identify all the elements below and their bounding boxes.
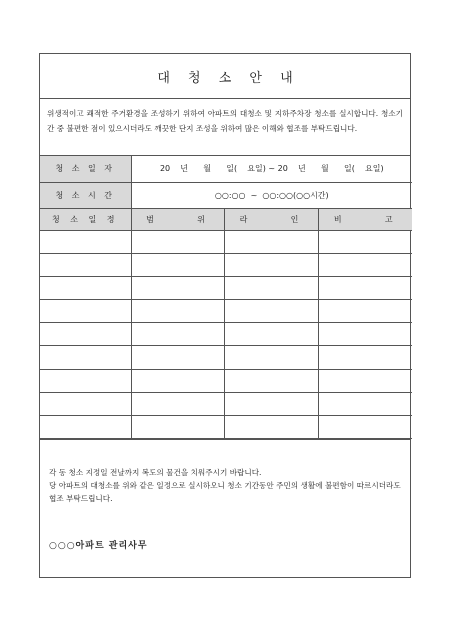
table-row [40, 276, 412, 299]
intro-paragraph: 위생적이고 쾌적한 주거환경을 조성하기 위하여 아파트의 대청소 및 지하주차장 청소를 실시합니다. 청소기간 중 불편한 점이 있으시더라도 깨끗한 단지 조성을 위하여 많은 이해와 협조를 부탁드립니다. [40, 99, 410, 156]
table-cell[interactable] [318, 230, 412, 253]
signature: ○○○아파트 관리사무 [49, 541, 148, 551]
table-cell[interactable] [40, 346, 131, 369]
table-row [40, 230, 412, 253]
table-cell[interactable] [318, 369, 412, 392]
time-row [40, 182, 412, 208]
table-cell[interactable] [318, 253, 412, 276]
table-row [40, 369, 412, 392]
table-cell[interactable] [131, 416, 224, 439]
notice-text [40, 439, 410, 505]
table-row [40, 253, 412, 276]
table-cell[interactable] [318, 346, 412, 369]
header-remarks: 비 고 [318, 208, 412, 230]
table-cell[interactable] [318, 323, 412, 346]
table-cell[interactable] [224, 300, 318, 323]
schedule-header-row [40, 208, 412, 230]
table-cell[interactable] [224, 346, 318, 369]
table-row [40, 300, 412, 323]
table-cell[interactable] [131, 253, 224, 276]
title-section [40, 54, 410, 99]
table-cell[interactable] [40, 253, 131, 276]
date-value: 20 년 월 일( 요일) ~ 20 년 월 일( 요일) [131, 156, 412, 182]
schedule-table [40, 156, 412, 439]
table-cell[interactable] [40, 392, 131, 415]
document-title: 대 청 소 안 내 [157, 70, 300, 86]
table-row [40, 392, 412, 415]
table-cell[interactable] [131, 369, 224, 392]
table-cell[interactable] [224, 323, 318, 346]
date-label: 청 소 일 자 [40, 156, 131, 182]
time-label: 청 소 시 간 [40, 182, 131, 208]
table-cell[interactable] [40, 323, 131, 346]
table-cell[interactable] [40, 369, 131, 392]
table-cell[interactable] [131, 300, 224, 323]
table-cell[interactable] [318, 276, 412, 299]
time-value: ○○:○○ ~ ○○:○○(○○시간) [131, 182, 412, 208]
table-cell[interactable] [40, 300, 131, 323]
table-cell[interactable] [40, 276, 131, 299]
notice-document [39, 53, 411, 578]
table-row [40, 323, 412, 346]
table-cell[interactable] [131, 230, 224, 253]
table-cell[interactable] [131, 276, 224, 299]
table-cell[interactable] [224, 230, 318, 253]
header-range: 범 위 [131, 208, 224, 230]
table-cell[interactable] [224, 253, 318, 276]
table-cell[interactable] [224, 369, 318, 392]
header-line: 라 인 [224, 208, 318, 230]
date-row [40, 156, 412, 182]
table-cell[interactable] [40, 416, 131, 439]
header-schedule: 청 소 일 정 [40, 208, 131, 230]
table-cell[interactable] [224, 416, 318, 439]
table-cell[interactable] [224, 276, 318, 299]
table-cell[interactable] [318, 300, 412, 323]
notice-line-2: 당 아파트의 대청소를 위와 같은 일정으로 실시하오니 청소 기간동안 주민의 생활에 불편함이 따르시더라도 협조 부탁드립니다. [49, 481, 401, 504]
table-cell[interactable] [318, 392, 412, 415]
table-row [40, 346, 412, 369]
table-cell[interactable] [318, 416, 412, 439]
table-cell[interactable] [40, 230, 131, 253]
notice-line-1: 각 동 청소 지정일 전날까지 복도의 물건을 치워주시기 바랍니다. [49, 468, 262, 478]
table-cell[interactable] [131, 323, 224, 346]
table-cell[interactable] [131, 392, 224, 415]
table-cell[interactable] [224, 392, 318, 415]
table-cell[interactable] [131, 346, 224, 369]
table-row [40, 416, 412, 439]
